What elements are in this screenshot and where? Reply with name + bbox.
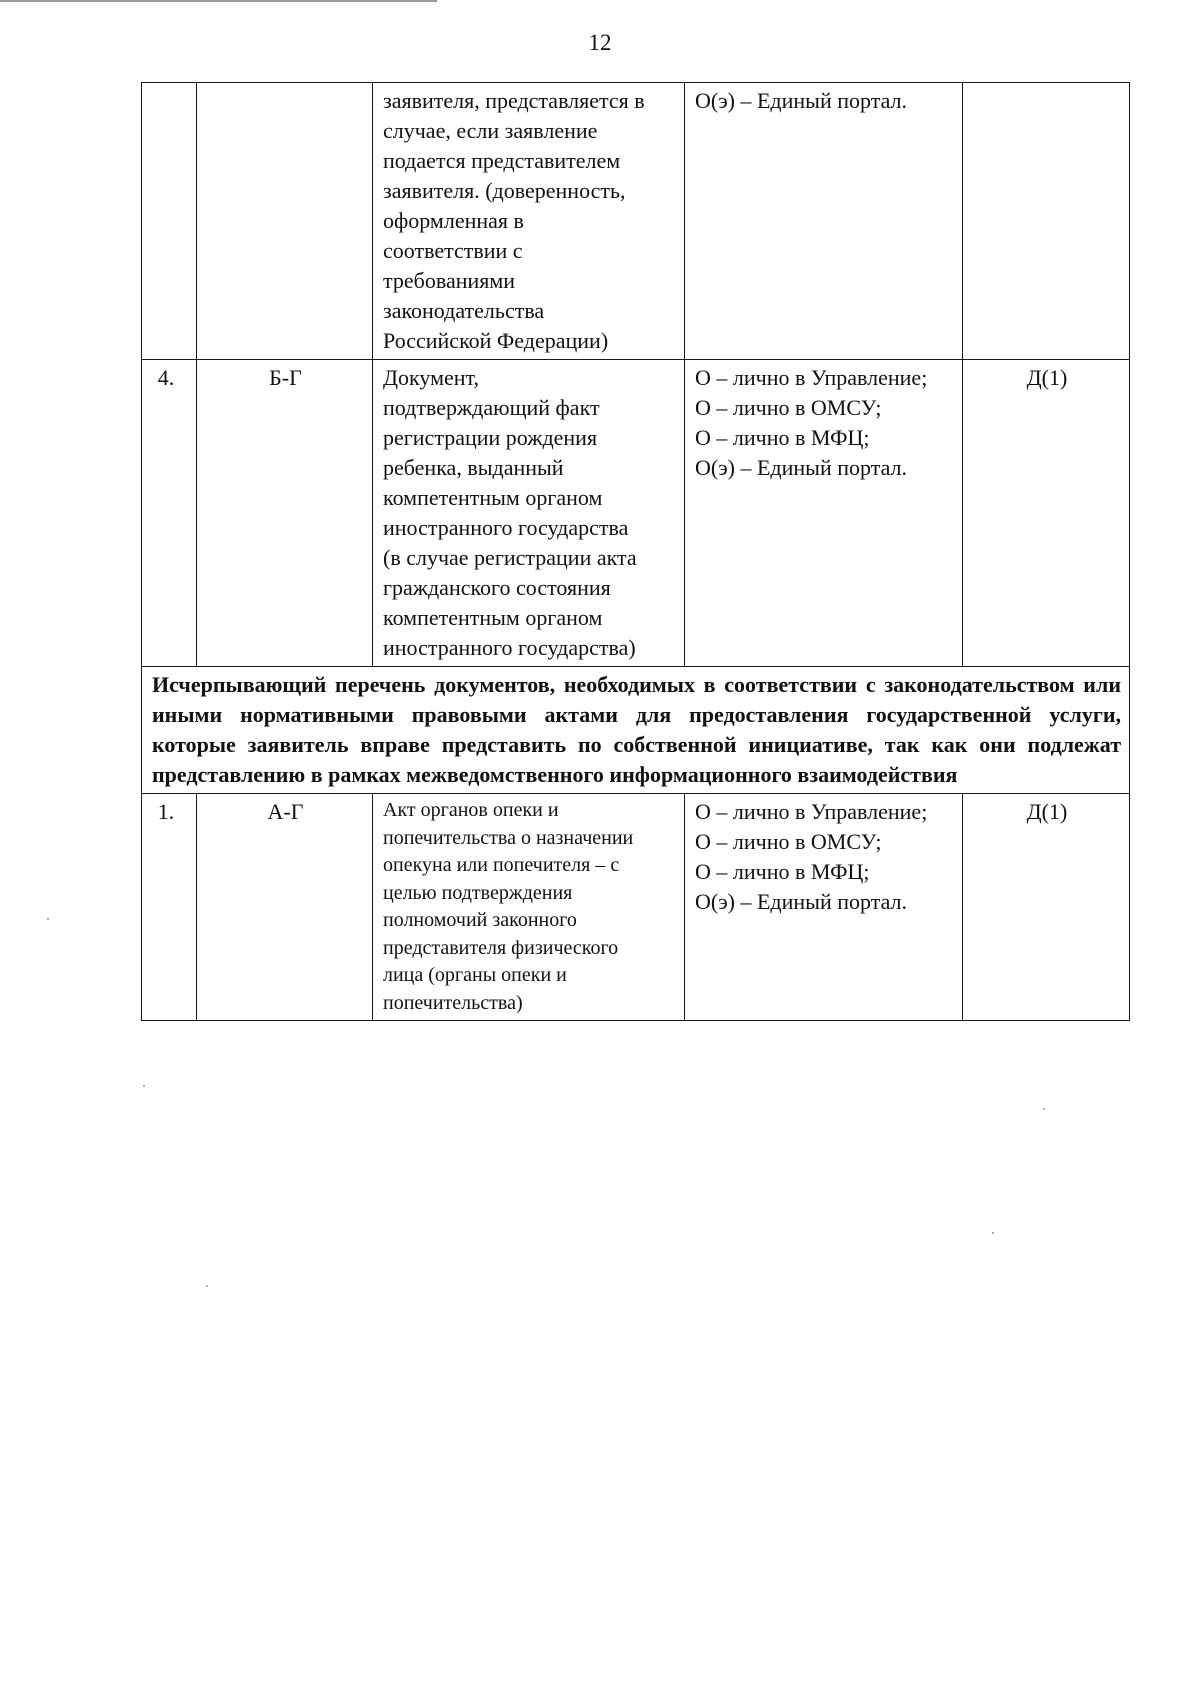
- document-line: лица (органы опеки и: [383, 964, 567, 986]
- submission-line: О(э) – Единый портал.: [695, 88, 908, 113]
- document-line: подтверждающий факт: [383, 395, 600, 420]
- document-line: иностранного государства): [383, 635, 636, 660]
- table-row: [142, 360, 1130, 667]
- submission-line: О – лично в ОМСУ;: [695, 829, 882, 854]
- row-number: 1.: [142, 794, 197, 1021]
- document-type: Д(1): [963, 360, 1130, 667]
- table-row: [142, 83, 1130, 360]
- submission-line: О – лично в Управление;: [695, 365, 928, 390]
- scan-edge-line: [0, 0, 437, 2]
- document-description: [373, 360, 685, 667]
- submission-method: [685, 83, 963, 360]
- document-line: требованиями: [383, 268, 516, 293]
- scan-speck: [992, 1232, 994, 1234]
- submission-line: О – лично в ОМСУ;: [695, 395, 882, 420]
- document-line: представителя физического: [383, 936, 619, 959]
- submission-method: [685, 794, 963, 1021]
- scan-speck: [47, 918, 49, 920]
- document-line: целью подтверждения: [383, 881, 573, 904]
- scan-speck: [1043, 1108, 1045, 1110]
- submission-line: О – лично в МФЦ;: [695, 859, 870, 884]
- category-code: Б-Г: [197, 360, 373, 667]
- document-line: оформленная в: [383, 208, 524, 233]
- document-line: законодательства: [383, 298, 545, 323]
- document-line: заявителя, представляется в: [383, 88, 645, 113]
- submission-line: О – лично в Управление;: [695, 799, 928, 824]
- document-line: попечительства): [383, 991, 523, 1014]
- document-line: опекуна или попечителя – с: [383, 854, 620, 876]
- page-number: 12: [588, 30, 612, 55]
- submission-line: О – лично в МФЦ;: [695, 425, 870, 450]
- scan-speck: [143, 1085, 145, 1087]
- document-line: Российской Федерации): [383, 328, 609, 353]
- document-line: подается представителем: [383, 148, 621, 173]
- section-header: Исчерпывающий перечень документов, необходимых в соответствии с законодательством или иными нормативными правовыми актами для предоставления государственной услуги, которые заявитель вправе представить по собственной инициативе, так как они подлежат представлению в рамках межведомственного информационного взаимодействия: [142, 667, 1130, 794]
- document-description: [373, 794, 685, 1021]
- document-line: соответствии с: [383, 238, 523, 263]
- row-number: 4.: [142, 360, 197, 667]
- document-line: иностранного государства: [383, 515, 629, 540]
- row-number: [142, 83, 197, 360]
- document-type: Д(1): [963, 794, 1130, 1021]
- document-line: компетентным органом: [383, 605, 603, 630]
- document-line: ребенка, выданный: [383, 455, 564, 480]
- scan-speck: [206, 1285, 208, 1287]
- document-line: случае, если заявление: [383, 118, 598, 143]
- document-line: Акт органов опеки и: [383, 799, 559, 821]
- category-code: [197, 83, 373, 360]
- table-row: [142, 794, 1130, 1021]
- document-line: компетентным органом: [383, 485, 603, 510]
- documents-table: [141, 82, 1130, 1021]
- document-type: [963, 83, 1130, 360]
- submission-line: О(э) – Единый портал.: [695, 889, 908, 914]
- document-description: [373, 83, 685, 360]
- document-line: заявителя. (доверенность,: [383, 178, 626, 203]
- submission-method: [685, 360, 963, 667]
- document-line: гражданского состояния: [383, 575, 611, 600]
- document-line: полномочий законного: [383, 909, 577, 931]
- section-header-row: [142, 667, 1130, 794]
- document-line: регистрации рождения: [383, 425, 598, 450]
- document-line: (в случае регистрации акта: [383, 545, 637, 570]
- category-code: А-Г: [197, 794, 373, 1021]
- submission-line: О(э) – Единый портал.: [695, 455, 908, 480]
- document-line: попечительства о назначении: [383, 826, 634, 849]
- document-line: Документ,: [383, 365, 480, 390]
